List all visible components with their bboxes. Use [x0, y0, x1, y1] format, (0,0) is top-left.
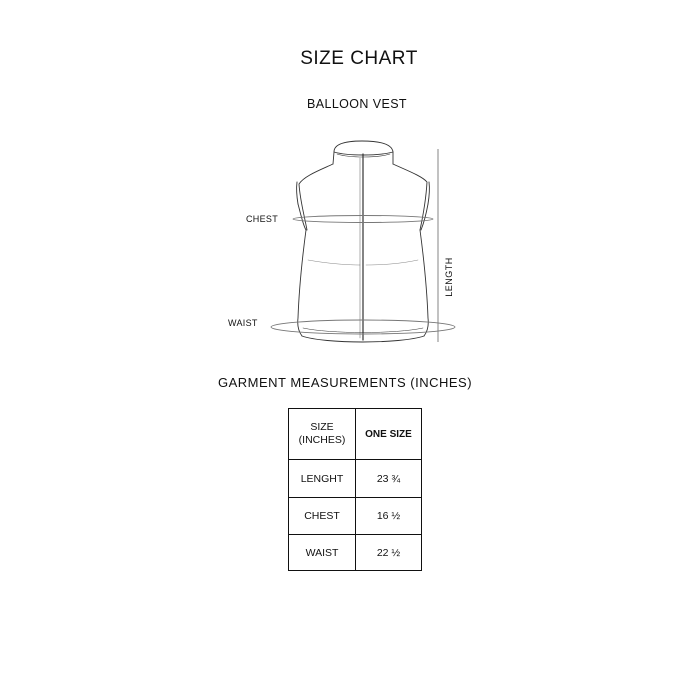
header-size-line2: (INCHES)	[298, 434, 346, 446]
chest-label: CHEST	[246, 214, 279, 224]
header-size-line1: SIZE	[310, 421, 334, 433]
header-size-cell	[289, 409, 356, 460]
measurements-heading: GARMENT MEASUREMENTS (INCHES)	[217, 375, 473, 390]
length-label: LENGTH	[444, 257, 454, 297]
table-row	[289, 460, 422, 498]
table-row	[289, 535, 422, 571]
row-label: CHEST	[289, 498, 356, 535]
row-value: 16 ½	[356, 498, 422, 535]
header-one-size-cell: ONE SIZE	[356, 409, 422, 460]
row-value: 22 ½	[356, 535, 422, 571]
waist-label: WAIST	[228, 318, 258, 328]
row-value: 23 ¾	[356, 460, 422, 498]
page-title: SIZE CHART	[300, 48, 418, 69]
table-header-row	[289, 409, 422, 460]
row-label: LENGHT	[289, 460, 356, 498]
product-name: BALLOON VEST	[307, 97, 407, 111]
table-row	[289, 498, 422, 535]
size-table	[288, 408, 422, 571]
row-label: WAIST	[289, 535, 356, 571]
